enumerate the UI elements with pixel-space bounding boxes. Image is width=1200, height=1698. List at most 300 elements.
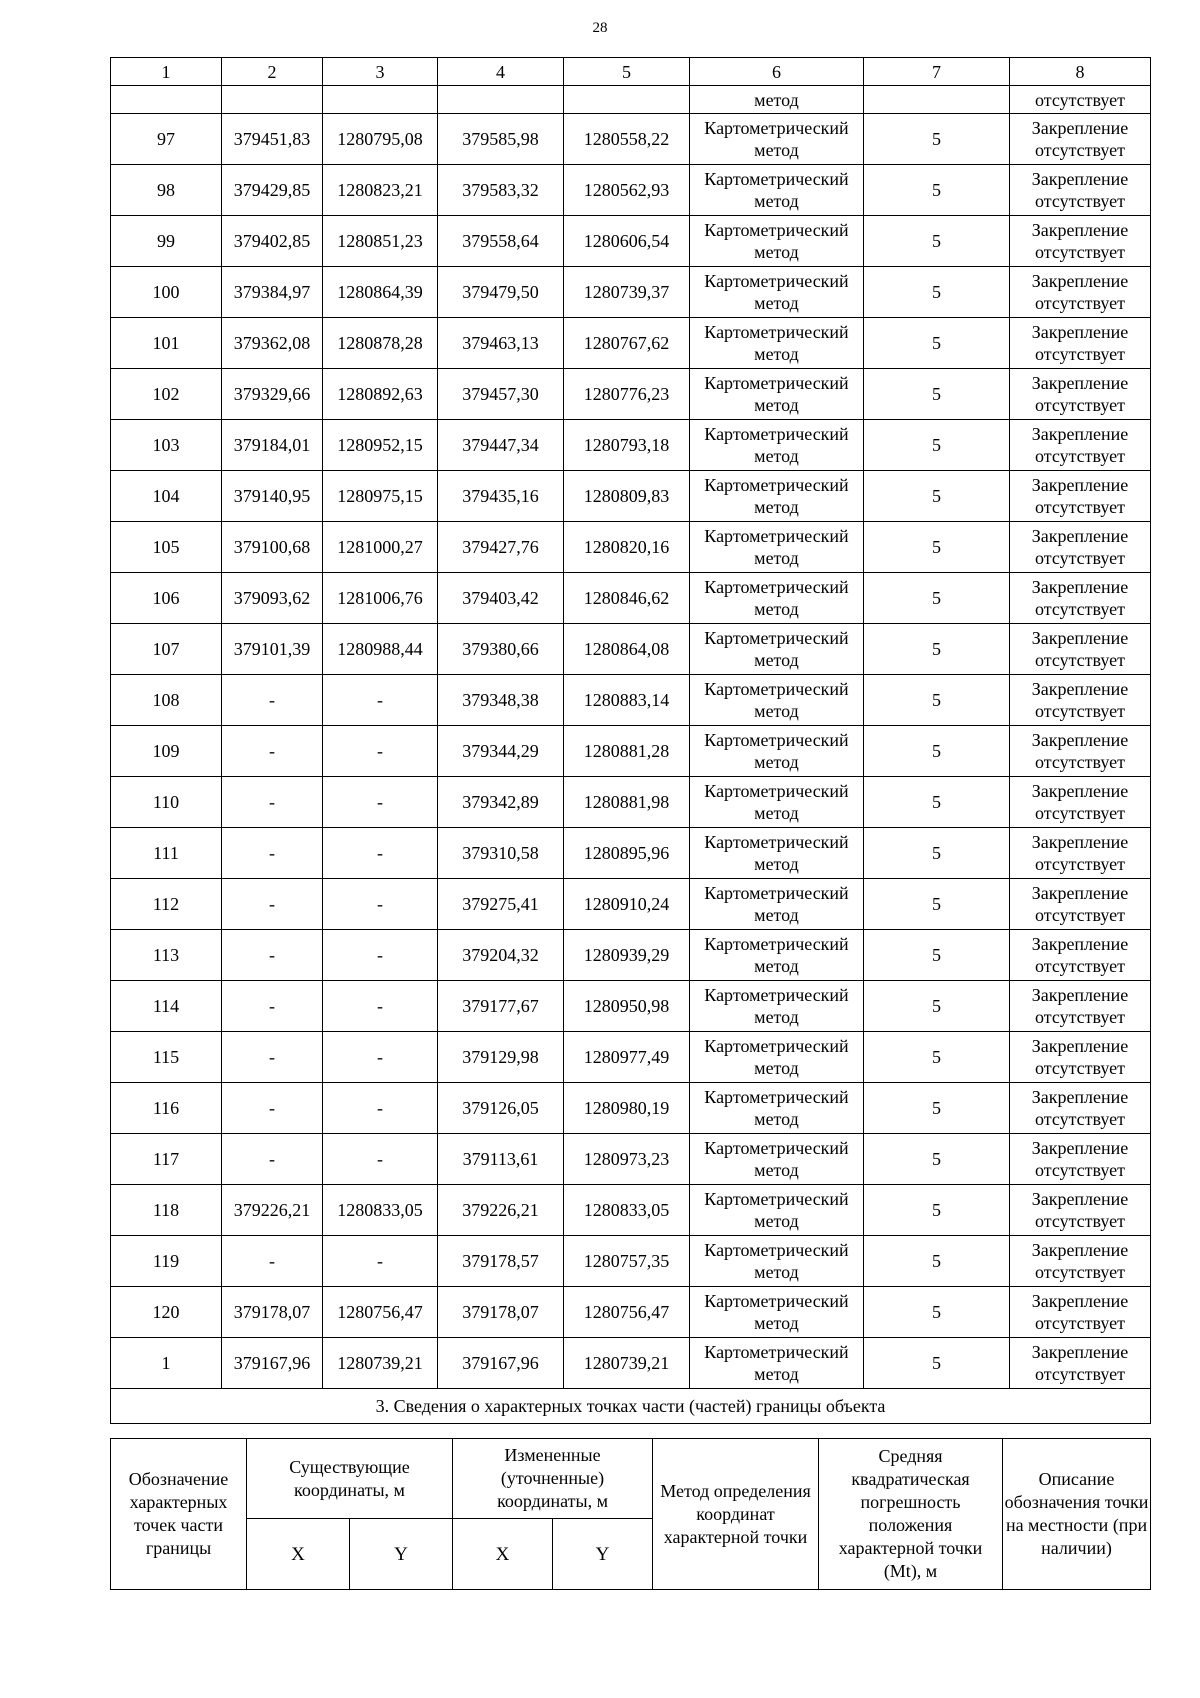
method-cell <box>690 267 864 318</box>
error-cell: 5 <box>864 879 1010 930</box>
method-cell <box>690 216 864 267</box>
table-row <box>111 1185 1151 1236</box>
existing-y-cell: - <box>323 828 438 879</box>
method-cell <box>690 930 864 981</box>
changed-y-cell: 1280739,21 <box>564 1338 690 1389</box>
fixing-line1: Закрепление <box>1031 220 1129 240</box>
changed-x-cell: 379479,50 <box>438 267 564 318</box>
changed-y-cell: 1280895,96 <box>564 828 690 879</box>
existing-x-cell: - <box>222 675 323 726</box>
changed-y-cell: 1280939,29 <box>564 930 690 981</box>
fixing-line1: Закрепление <box>1031 1036 1129 1056</box>
fixing-line2: отсутствует <box>1034 905 1126 925</box>
method-line2: метод <box>754 1211 799 1231</box>
method-cell <box>690 1185 864 1236</box>
point-number-cell: 111 <box>111 828 222 879</box>
existing-x-cell: 379362,08 <box>222 318 323 369</box>
method-line2: метод <box>754 1364 799 1384</box>
existing-x-cell: 379093,62 <box>222 573 323 624</box>
changed-y-cell: 1280558,22 <box>564 114 690 165</box>
table-row <box>111 165 1151 216</box>
method-line1: Картометрический <box>704 730 849 750</box>
existing-x-cell: 379101,39 <box>222 624 323 675</box>
fixing-line2: отсутствует <box>1034 497 1126 517</box>
method-cell <box>690 1134 864 1185</box>
changed-y-cell: 1280767,62 <box>564 318 690 369</box>
method-cell <box>690 369 864 420</box>
changed-y-cell: 1280846,62 <box>564 573 690 624</box>
point-number-cell: 98 <box>111 165 222 216</box>
error-cell: 5 <box>864 930 1010 981</box>
existing-y-cell: 1280756,47 <box>323 1287 438 1338</box>
changed-x-cell: 379463,13 <box>438 318 564 369</box>
existing-y-cell: 1280795,08 <box>323 114 438 165</box>
method-cell <box>690 1338 864 1389</box>
point-number-cell: 118 <box>111 1185 222 1236</box>
changed-x-cell: 379585,98 <box>438 114 564 165</box>
existing-x-header: X <box>247 1519 350 1590</box>
existing-x-cell: - <box>222 1236 323 1287</box>
changed-x-cell: 379275,41 <box>438 879 564 930</box>
method-line1: Картометрический <box>704 373 849 393</box>
method-line2: метод <box>754 395 799 415</box>
changed-y-cell: 1280973,23 <box>564 1134 690 1185</box>
method-line2: метод <box>754 1262 799 1282</box>
fixing-line1: Закрепление <box>1031 475 1129 495</box>
fixing-cell <box>1010 114 1151 165</box>
error-cell: 5 <box>864 828 1010 879</box>
fixing-line2: отсутствует <box>1034 1211 1126 1231</box>
changed-x-cell: 379558,64 <box>438 216 564 267</box>
changed-x-cell: 379226,21 <box>438 1185 564 1236</box>
method-line2: метод <box>754 854 799 874</box>
fixing-cell <box>1010 573 1151 624</box>
changed-x-cell: 379435,16 <box>438 471 564 522</box>
existing-x-cell: 379140,95 <box>222 471 323 522</box>
column-number: 7 <box>864 58 1010 86</box>
column-number: 6 <box>690 58 864 86</box>
table-row <box>111 1338 1151 1389</box>
existing-x-cell: 379226,21 <box>222 1185 323 1236</box>
fixing-cell <box>1010 420 1151 471</box>
existing-x-cell: 379167,96 <box>222 1338 323 1389</box>
col-designation-header: Обозначение характерных точек части границы <box>111 1439 247 1590</box>
existing-y-cell: 1280952,15 <box>323 420 438 471</box>
fixing-line2: отсутствует <box>1034 446 1126 466</box>
error-cell: 5 <box>864 471 1010 522</box>
table-row <box>111 1236 1151 1287</box>
point-number-cell: 104 <box>111 471 222 522</box>
error-cell: 5 <box>864 1287 1010 1338</box>
changed-x-cell: 379342,89 <box>438 777 564 828</box>
point-number-cell: 107 <box>111 624 222 675</box>
table-row <box>111 726 1151 777</box>
error-cell: 5 <box>864 267 1010 318</box>
fixing-cell <box>1010 216 1151 267</box>
method-line1: Картометрический <box>704 526 849 546</box>
existing-y-cell: - <box>323 1236 438 1287</box>
point-number-cell: 114 <box>111 981 222 1032</box>
fixing-cell <box>1010 1185 1151 1236</box>
method-line2: метод <box>754 701 799 721</box>
table-row <box>111 1032 1151 1083</box>
error-cell: 5 <box>864 1338 1010 1389</box>
page-number: 28 <box>592 20 608 36</box>
point-number-cell: 105 <box>111 522 222 573</box>
fixing-line1: Закрепление <box>1031 781 1129 801</box>
existing-x-cell: 379178,07 <box>222 1287 323 1338</box>
fixing-cell <box>1010 471 1151 522</box>
section3-title: 3. Сведения о характерных точках части (частей) границы объекта <box>111 1389 1151 1424</box>
changed-y-cell: 1280980,19 <box>564 1083 690 1134</box>
existing-x-cell: - <box>222 828 323 879</box>
fixing-cell <box>1010 675 1151 726</box>
existing-x-cell: - <box>222 930 323 981</box>
method-line1: Картометрический <box>704 1342 849 1362</box>
point-number-cell: 120 <box>111 1287 222 1338</box>
point-number-cell: 97 <box>111 114 222 165</box>
method-line1: Картометрический <box>704 475 849 495</box>
fixing-cell <box>1010 522 1151 573</box>
changed-x-cell: 379178,07 <box>438 1287 564 1338</box>
existing-x-cell: - <box>222 1032 323 1083</box>
existing-y-cell: - <box>323 1083 438 1134</box>
fixing-line1: Закрепление <box>1031 628 1129 648</box>
method-line1: Картометрический <box>704 679 849 699</box>
error-cell: 5 <box>864 1236 1010 1287</box>
method-line1: Картометрический <box>704 1189 849 1209</box>
fixing-cell <box>1010 879 1151 930</box>
method-line1: Картометрический <box>704 169 849 189</box>
fixing-line2: отсутствует <box>1034 854 1126 874</box>
changed-x-cell: 379344,29 <box>438 726 564 777</box>
fixing-line2: отсутствует <box>1034 1109 1126 1129</box>
fixing-cell <box>1010 1338 1151 1389</box>
error-cell: 5 <box>864 522 1010 573</box>
column-number: 8 <box>1010 58 1151 86</box>
method-line2: метод <box>754 191 799 211</box>
point-number-cell: 112 <box>111 879 222 930</box>
continuation-cell <box>111 86 222 114</box>
fixing-line2: отсутствует <box>1034 293 1126 313</box>
changed-x-cell: 379447,34 <box>438 420 564 471</box>
fixing-line2: отсутствует <box>1034 191 1126 211</box>
table-row <box>111 624 1151 675</box>
existing-y-cell: 1281000,27 <box>323 522 438 573</box>
point-number-cell: 99 <box>111 216 222 267</box>
point-number-cell: 117 <box>111 1134 222 1185</box>
table-row <box>111 114 1151 165</box>
fixing-line1: Закрепление <box>1031 424 1129 444</box>
point-number-cell: 102 <box>111 369 222 420</box>
error-cell: 5 <box>864 216 1010 267</box>
fixing-line2: отсутствует <box>1034 752 1126 772</box>
existing-x-cell: 379184,01 <box>222 420 323 471</box>
table-row <box>111 828 1151 879</box>
existing-y-cell: 1280851,23 <box>323 216 438 267</box>
method-line1: Картометрический <box>704 1240 849 1260</box>
existing-y-cell: - <box>323 1032 438 1083</box>
method-line1: Картометрический <box>704 1138 849 1158</box>
error-cell: 5 <box>864 624 1010 675</box>
point-number-cell: 119 <box>111 1236 222 1287</box>
changed-y-cell: 1280883,14 <box>564 675 690 726</box>
point-number-cell: 110 <box>111 777 222 828</box>
existing-y-cell: 1280988,44 <box>323 624 438 675</box>
existing-y-cell: - <box>323 879 438 930</box>
fixing-line1: Закрепление <box>1031 1189 1129 1209</box>
method-line2: метод <box>754 293 799 313</box>
col-error-header: Средняя квадратическая погрешность положения характерной точки (Mt), м <box>819 1439 1003 1590</box>
col-description-header: Описание обозначения точки на местности (при наличии) <box>1003 1439 1151 1590</box>
fixing-cell <box>1010 726 1151 777</box>
existing-x-cell: 379329,66 <box>222 369 323 420</box>
column-number: 3 <box>323 58 438 86</box>
column-number-row <box>111 58 1151 86</box>
point-number-cell: 113 <box>111 930 222 981</box>
existing-y-cell: - <box>323 726 438 777</box>
fixing-cell <box>1010 930 1151 981</box>
changed-y-cell: 1280562,93 <box>564 165 690 216</box>
error-cell: 5 <box>864 981 1010 1032</box>
changed-y-cell: 1280793,18 <box>564 420 690 471</box>
method-line1: Картометрический <box>704 628 849 648</box>
fixing-line1: Закрепление <box>1031 1291 1129 1311</box>
point-number-cell: 101 <box>111 318 222 369</box>
existing-x-cell: - <box>222 879 323 930</box>
point-number-cell: 103 <box>111 420 222 471</box>
fixing-line2: отсутствует <box>1034 1262 1126 1282</box>
table-row <box>111 522 1151 573</box>
existing-x-cell: 379384,97 <box>222 267 323 318</box>
error-cell: 5 <box>864 1083 1010 1134</box>
method-line1: Картометрический <box>704 424 849 444</box>
fixing-line1: Закрепление <box>1031 985 1129 1005</box>
fixing-cell <box>1010 369 1151 420</box>
error-cell: 5 <box>864 675 1010 726</box>
fixing-cell <box>1010 981 1151 1032</box>
existing-x-cell: 379402,85 <box>222 216 323 267</box>
fixing-line1: Закрепление <box>1031 1138 1129 1158</box>
method-line2: метод <box>754 1007 799 1027</box>
method-line1: Картометрический <box>704 832 849 852</box>
error-cell: 5 <box>864 1134 1010 1185</box>
point-number-cell: 106 <box>111 573 222 624</box>
fixing-line2: отсутствует <box>1034 1313 1126 1333</box>
method-cell <box>690 522 864 573</box>
method-line2: метод <box>754 803 799 823</box>
method-line1: Картометрический <box>704 1087 849 1107</box>
changed-y-cell: 1280977,49 <box>564 1032 690 1083</box>
method-line1: Картометрический <box>704 118 849 138</box>
method-line1: Картометрический <box>704 781 849 801</box>
method-line1: Картометрический <box>704 1036 849 1056</box>
existing-y-cell: 1280878,28 <box>323 318 438 369</box>
table-row <box>111 1083 1151 1134</box>
fixing-cell <box>1010 777 1151 828</box>
table-row <box>111 777 1151 828</box>
fixing-line2: отсутствует <box>1034 1364 1126 1384</box>
changed-x-cell: 379177,67 <box>438 981 564 1032</box>
fixing-line1: Закрепление <box>1031 322 1129 342</box>
changed-x-cell: 379403,42 <box>438 573 564 624</box>
error-cell: 5 <box>864 777 1010 828</box>
existing-y-cell: 1280975,15 <box>323 471 438 522</box>
point-number-cell: 108 <box>111 675 222 726</box>
existing-x-cell: - <box>222 726 323 777</box>
table-row <box>111 420 1151 471</box>
fixing-line1: Закрепление <box>1031 526 1129 546</box>
existing-y-cell: 1280833,05 <box>323 1185 438 1236</box>
table-row <box>111 369 1151 420</box>
existing-x-cell: - <box>222 981 323 1032</box>
existing-y-cell: 1280864,39 <box>323 267 438 318</box>
method-line2: метод <box>754 344 799 364</box>
fixing-line1: Закрепление <box>1031 1240 1129 1260</box>
method-line1: Картометрический <box>704 271 849 291</box>
changed-y-cell: 1280756,47 <box>564 1287 690 1338</box>
existing-y-cell: - <box>323 777 438 828</box>
method-line2: метод <box>754 1109 799 1129</box>
method-cell <box>690 420 864 471</box>
existing-y-cell: - <box>323 981 438 1032</box>
changed-y-cell: 1280950,98 <box>564 981 690 1032</box>
table-row <box>111 471 1151 522</box>
method-line2: метод <box>754 650 799 670</box>
section3-title-row <box>111 1389 1151 1424</box>
method-line1: Картометрический <box>704 220 849 240</box>
fixing-line2: отсутствует <box>1034 344 1126 364</box>
fixing-cell <box>1010 318 1151 369</box>
method-cell <box>690 828 864 879</box>
fixing-line1: Закрепление <box>1031 730 1129 750</box>
changed-x-cell: 379113,61 <box>438 1134 564 1185</box>
method-cell <box>690 726 864 777</box>
changed-y-cell: 1280910,24 <box>564 879 690 930</box>
changed-y-cell: 1280757,35 <box>564 1236 690 1287</box>
existing-x-cell: 379451,83 <box>222 114 323 165</box>
method-cell <box>690 624 864 675</box>
fixing-line1: Закрепление <box>1031 577 1129 597</box>
changed-x-cell: 379348,38 <box>438 675 564 726</box>
method-line2: метод <box>754 548 799 568</box>
method-line1: Картометрический <box>704 985 849 1005</box>
point-number-cell: 115 <box>111 1032 222 1083</box>
changed-y-cell: 1280606,54 <box>564 216 690 267</box>
existing-y-cell: - <box>323 675 438 726</box>
table-row <box>111 1287 1151 1338</box>
method-cell <box>690 675 864 726</box>
method-line2: метод <box>754 242 799 262</box>
method-line1: Картометрический <box>704 577 849 597</box>
fixing-line2: отсутствует <box>1034 395 1126 415</box>
method-line2: метод <box>754 956 799 976</box>
continuation-cell <box>222 86 323 114</box>
existing-x-cell: - <box>222 1134 323 1185</box>
changed-x-cell: 379457,30 <box>438 369 564 420</box>
error-cell: 5 <box>864 1185 1010 1236</box>
continuation-cell: метод <box>690 86 864 114</box>
error-cell: 5 <box>864 369 1010 420</box>
method-cell <box>690 573 864 624</box>
method-cell <box>690 879 864 930</box>
table-row <box>111 675 1151 726</box>
fixing-line2: отсутствует <box>1034 548 1126 568</box>
changed-y-cell: 1280776,23 <box>564 369 690 420</box>
changed-x-cell: 379310,58 <box>438 828 564 879</box>
changed-y-cell: 1280864,08 <box>564 624 690 675</box>
coordinates-table <box>110 57 1151 1424</box>
changed-x-cell: 379126,05 <box>438 1083 564 1134</box>
fixing-line1: Закрепление <box>1031 934 1129 954</box>
fixing-cell <box>1010 165 1151 216</box>
fixing-line1: Закрепление <box>1031 373 1129 393</box>
method-line1: Картометрический <box>704 934 849 954</box>
fixing-line1: Закрепление <box>1031 169 1129 189</box>
table-row <box>111 573 1151 624</box>
fixing-cell <box>1010 828 1151 879</box>
col-changed-coords-header: Измененные (уточненные) координаты, м <box>453 1439 653 1519</box>
fixing-line2: отсутствует <box>1034 701 1126 721</box>
table-row <box>111 930 1151 981</box>
error-cell: 5 <box>864 165 1010 216</box>
changed-x-header: X <box>453 1519 553 1590</box>
existing-y-cell: 1280823,21 <box>323 165 438 216</box>
method-line2: метод <box>754 446 799 466</box>
point-number-cell: 1 <box>111 1338 222 1389</box>
continuation-cell: отсутствует <box>1010 86 1151 114</box>
fixing-line1: Закрепление <box>1031 1087 1129 1107</box>
fixing-cell <box>1010 1134 1151 1185</box>
method-line2: метод <box>754 752 799 772</box>
changed-y-cell: 1280820,16 <box>564 522 690 573</box>
continuation-cell <box>438 86 564 114</box>
column-number: 5 <box>564 58 690 86</box>
existing-x-cell: - <box>222 777 323 828</box>
changed-y-header: Y <box>553 1519 653 1590</box>
existing-y-header: Y <box>350 1519 453 1590</box>
method-cell <box>690 1236 864 1287</box>
continuation-cell <box>323 86 438 114</box>
fixing-cell <box>1010 624 1151 675</box>
changed-y-cell: 1280833,05 <box>564 1185 690 1236</box>
method-cell <box>690 981 864 1032</box>
fixing-line2: отсутствует <box>1034 1160 1126 1180</box>
changed-x-cell: 379204,32 <box>438 930 564 981</box>
error-cell: 5 <box>864 114 1010 165</box>
fixing-line2: отсутствует <box>1034 140 1126 160</box>
existing-y-cell: 1280739,21 <box>323 1338 438 1389</box>
method-cell <box>690 318 864 369</box>
fixing-line1: Закрепление <box>1031 832 1129 852</box>
point-number-cell: 116 <box>111 1083 222 1134</box>
changed-x-cell: 379167,96 <box>438 1338 564 1389</box>
continuation-cell <box>564 86 690 114</box>
method-line1: Картометрический <box>704 883 849 903</box>
fixing-cell <box>1010 1032 1151 1083</box>
method-line2: метод <box>754 1058 799 1078</box>
column-number: 1 <box>111 58 222 86</box>
error-cell: 5 <box>864 1032 1010 1083</box>
fixing-line1: Закрепление <box>1031 1342 1129 1362</box>
point-number-cell: 109 <box>111 726 222 777</box>
changed-y-cell: 1280881,98 <box>564 777 690 828</box>
table-row <box>111 1134 1151 1185</box>
fixing-line1: Закрепление <box>1031 679 1129 699</box>
existing-x-cell: 379100,68 <box>222 522 323 573</box>
fixing-line2: отсутствует <box>1034 599 1126 619</box>
existing-y-cell: - <box>323 1134 438 1185</box>
